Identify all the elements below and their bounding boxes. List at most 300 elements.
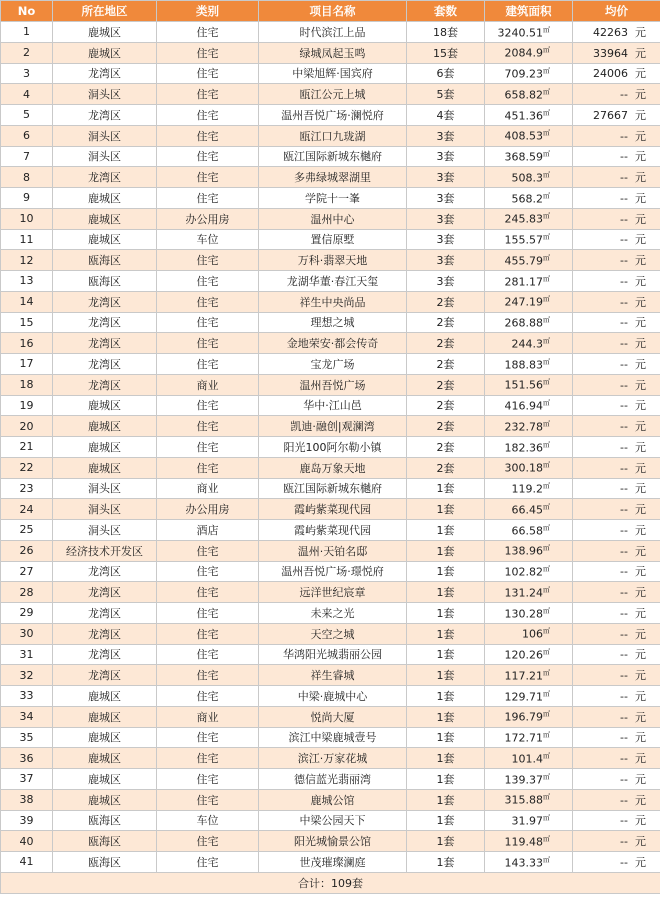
table-row [1,852,660,873]
cell-area [485,291,573,312]
table-row [1,644,660,665]
table-row [1,789,660,810]
area-value: 245.83 [504,212,543,226]
price-unit: 元 [635,855,646,869]
table-row [1,748,660,769]
cell-district: 洞头区 [53,478,157,499]
cell-price [573,831,660,852]
cell-price [573,167,660,188]
cell-district: 龙湾区 [53,561,157,582]
price-unit: 元 [635,129,646,143]
header-category: 类别 [157,1,259,22]
cell-no: 40 [1,831,53,852]
price-unit: 元 [635,669,646,683]
cell-category: 商业 [157,374,259,395]
cell-category: 住宅 [157,291,259,312]
cell-no: 29 [1,603,53,624]
area-value: 315.88 [504,793,543,807]
cell-category: 住宅 [157,561,259,582]
cell-price [573,437,660,458]
area-value: 143.33 [504,856,543,870]
cell-no: 27 [1,561,53,582]
cell-category: 住宅 [157,271,259,292]
price-unit: 元 [635,606,646,620]
table-row [1,727,660,748]
cell-district: 鹿城区 [53,706,157,727]
cell-area [485,686,573,707]
price-unit: 元 [635,503,646,517]
price-unit: 元 [635,316,646,330]
cell-project-name: 温州吾悦广场 [259,374,407,395]
cell-category: 住宅 [157,769,259,790]
area-unit: ㎡ [543,731,550,740]
cell-count: 1套 [407,831,485,852]
cell-project-name: 世茂璀璨澜庭 [259,852,407,873]
price-value: -- [620,689,628,703]
table-row [1,769,660,790]
area-value: 66.58 [511,524,543,538]
price-unit: 元 [635,420,646,434]
cell-price [573,125,660,146]
area-unit: ㎡ [543,233,550,242]
cell-area [485,146,573,167]
table-row [1,84,660,105]
price-unit: 元 [635,25,646,39]
cell-price [573,603,660,624]
header-row [1,1,660,22]
cell-district: 龙湾区 [53,582,157,603]
cell-count: 1套 [407,748,485,769]
cell-project-name: 金地荣安·都会传奇 [259,333,407,354]
cell-price [573,478,660,499]
table-row [1,582,660,603]
cell-category: 住宅 [157,831,259,852]
cell-project-name: 瓯江国际新城东樾府 [259,146,407,167]
cell-no: 8 [1,167,53,188]
cell-project-name: 滨江·万家花城 [259,748,407,769]
price-value: -- [620,627,628,641]
price-unit: 元 [635,565,646,579]
area-value: 196.79 [504,710,543,724]
cell-area [485,748,573,769]
cell-price [573,63,660,84]
cell-project-name: 龙湖华董·春江天玺 [259,271,407,292]
price-value: -- [620,357,628,371]
cell-no: 14 [1,291,53,312]
area-value: 416.94 [504,399,543,413]
area-value: 281.17 [504,275,543,289]
cell-count: 1套 [407,852,485,873]
cell-project-name: 多弗绿城翠湖里 [259,167,407,188]
cell-no: 26 [1,540,53,561]
area-value: 101.4 [511,752,543,766]
table-row [1,125,660,146]
table-row [1,208,660,229]
price-unit: 元 [635,752,646,766]
cell-project-name: 滨江中梁鹿城壹号 [259,727,407,748]
cell-area [485,208,573,229]
area-unit: ㎡ [543,419,550,428]
price-value: -- [620,814,628,828]
cell-no: 7 [1,146,53,167]
price-value: -- [620,544,628,558]
area-value: 408.53 [504,129,543,143]
area-value: 117.21 [504,669,543,683]
area-unit: ㎡ [543,357,550,366]
cell-no: 2 [1,42,53,63]
area-unit: ㎡ [543,606,550,615]
cell-area [485,457,573,478]
price-unit: 元 [635,357,646,371]
table-row [1,312,660,333]
cell-price [573,852,660,873]
price-unit: 元 [635,440,646,454]
area-unit: ㎡ [543,46,550,55]
cell-district: 瓯海区 [53,810,157,831]
cell-price [573,623,660,644]
price-value: -- [620,254,628,268]
area-value: 268.88 [504,316,543,330]
cell-category: 住宅 [157,416,259,437]
total-row [1,872,660,893]
cell-category: 住宅 [157,644,259,665]
area-unit: ㎡ [543,502,550,511]
cell-price [573,250,660,271]
cell-price [573,271,660,292]
area-value: 232.78 [504,420,543,434]
area-unit: ㎡ [543,523,550,532]
cell-count: 2套 [407,333,485,354]
cell-area [485,167,573,188]
table-row [1,520,660,541]
cell-category: 住宅 [157,188,259,209]
cell-category: 住宅 [157,540,259,561]
table-row [1,499,660,520]
cell-count: 1套 [407,644,485,665]
cell-no: 25 [1,520,53,541]
cell-no: 30 [1,623,53,644]
cell-count: 2套 [407,416,485,437]
cell-project-name: 温州吾悦广场·澜悦府 [259,105,407,126]
price-value: -- [620,793,628,807]
table-row [1,167,660,188]
cell-price [573,727,660,748]
cell-price [573,499,660,520]
area-value: 106 [522,627,543,641]
cell-count: 1套 [407,706,485,727]
cell-no: 9 [1,188,53,209]
header-count: 套数 [407,1,485,22]
cell-count: 6套 [407,63,485,84]
area-unit: ㎡ [543,710,550,719]
cell-count: 15套 [407,42,485,63]
price-unit: 元 [635,544,646,558]
price-unit: 元 [635,150,646,164]
cell-no: 13 [1,271,53,292]
price-value: -- [620,295,628,309]
cell-area [485,789,573,810]
cell-area [485,312,573,333]
cell-district: 鹿城区 [53,395,157,416]
area-unit: ㎡ [543,316,550,325]
table-body [1,22,660,873]
cell-count: 1套 [407,623,485,644]
cell-no: 10 [1,208,53,229]
cell-no: 23 [1,478,53,499]
cell-district: 瓯海区 [53,831,157,852]
table-row [1,810,660,831]
cell-no: 36 [1,748,53,769]
cell-price [573,22,660,43]
cell-area [485,125,573,146]
cell-count: 2套 [407,354,485,375]
cell-category: 住宅 [157,789,259,810]
area-unit: ㎡ [543,191,550,200]
price-value: -- [620,835,628,849]
cell-count: 3套 [407,208,485,229]
cell-price [573,561,660,582]
area-unit: ㎡ [543,772,550,781]
area-value: 368.59 [504,150,543,164]
cell-district: 瓯海区 [53,250,157,271]
cell-price [573,395,660,416]
cell-area [485,727,573,748]
cell-project-name: 万科·翡翠天地 [259,250,407,271]
cell-project-name: 天空之城 [259,623,407,644]
table-row [1,623,660,644]
price-value: -- [620,337,628,351]
header-area: 建筑面积 [485,1,573,22]
cell-count: 3套 [407,167,485,188]
header-district: 所在地区 [53,1,157,22]
cell-price [573,188,660,209]
cell-no: 16 [1,333,53,354]
area-unit: ㎡ [543,253,550,262]
cell-no: 1 [1,22,53,43]
cell-price [573,769,660,790]
price-value: -- [620,752,628,766]
price-value: -- [620,523,628,537]
price-value: -- [620,855,628,869]
cell-project-name: 学院十一峯 [259,188,407,209]
cell-category: 住宅 [157,22,259,43]
cell-area [485,84,573,105]
cell-no: 18 [1,374,53,395]
cell-area [485,540,573,561]
cell-project-name: 中梁·鹿城中心 [259,686,407,707]
cell-category: 住宅 [157,437,259,458]
table-row [1,42,660,63]
area-value: 568.2 [511,192,543,206]
area-unit: ㎡ [543,461,550,470]
cell-project-name: 悦尚大厦 [259,706,407,727]
area-unit: ㎡ [543,689,550,698]
cell-area [485,250,573,271]
cell-area [485,810,573,831]
area-value: 66.45 [511,503,543,517]
price-unit: 元 [635,689,646,703]
cell-category: 住宅 [157,333,259,354]
cell-price [573,291,660,312]
cell-district: 鹿城区 [53,188,157,209]
area-value: 508.3 [511,171,543,185]
cell-area [485,271,573,292]
cell-area [485,437,573,458]
price-value: -- [620,669,628,683]
price-value: -- [620,274,628,288]
cell-category: 住宅 [157,727,259,748]
cell-district: 洞头区 [53,520,157,541]
price-value: -- [620,129,628,143]
cell-district: 瓯海区 [53,271,157,292]
cell-district: 瓯海区 [53,852,157,873]
cell-area [485,665,573,686]
price-unit: 元 [635,523,646,537]
cell-no: 31 [1,644,53,665]
cell-project-name: 瓯江国际新城东樾府 [259,478,407,499]
area-unit: ㎡ [543,25,550,34]
price-unit: 元 [635,835,646,849]
table-row [1,146,660,167]
cell-project-name: 华鸿阳光城翡丽公园 [259,644,407,665]
cell-count: 1套 [407,561,485,582]
cell-category: 办公用房 [157,208,259,229]
cell-price [573,416,660,437]
area-value: 188.83 [504,358,543,372]
cell-district: 鹿城区 [53,208,157,229]
cell-area [485,333,573,354]
cell-category: 车位 [157,229,259,250]
cell-project-name: 温州·天铂名邸 [259,540,407,561]
price-value: -- [620,565,628,579]
cell-district: 鹿城区 [53,686,157,707]
cell-area [485,706,573,727]
cell-no: 24 [1,499,53,520]
table-row [1,22,660,43]
cell-district: 鹿城区 [53,416,157,437]
cell-price [573,105,660,126]
price-unit: 元 [635,212,646,226]
cell-area [485,22,573,43]
cell-district: 鹿城区 [53,229,157,250]
price-value: -- [620,212,628,226]
cell-price [573,312,660,333]
price-unit: 元 [635,88,646,102]
area-value: 244.3 [511,337,543,351]
area-value: 3240.51 [497,26,543,40]
area-unit: ㎡ [543,150,550,159]
cell-district: 鹿城区 [53,769,157,790]
area-value: 102.82 [504,565,543,579]
table-row [1,416,660,437]
cell-area [485,416,573,437]
price-unit: 元 [635,710,646,724]
cell-count: 2套 [407,291,485,312]
cell-project-name: 华中·江山邑 [259,395,407,416]
header-no: No [1,1,53,22]
cell-project-name: 未来之光 [259,603,407,624]
cell-area [485,63,573,84]
cell-category: 住宅 [157,852,259,873]
table-row [1,561,660,582]
cell-district: 鹿城区 [53,727,157,748]
cell-project-name: 鹿岛万象天地 [259,457,407,478]
price-unit: 元 [635,731,646,745]
cell-area [485,520,573,541]
price-value: 33964 [593,46,628,60]
cell-no: 3 [1,63,53,84]
cell-area [485,395,573,416]
area-value: 119.48 [504,835,543,849]
area-value: 2084.9 [504,46,543,60]
area-unit: ㎡ [543,544,550,553]
cell-district: 鹿城区 [53,748,157,769]
price-value: -- [620,586,628,600]
cell-no: 17 [1,354,53,375]
price-value: -- [620,88,628,102]
cell-district: 龙湾区 [53,354,157,375]
cell-category: 住宅 [157,395,259,416]
total-cell: 合计：109套 [1,872,660,893]
cell-no: 37 [1,769,53,790]
area-value: 155.57 [504,233,543,247]
table-row [1,437,660,458]
cell-category: 住宅 [157,623,259,644]
cell-area [485,478,573,499]
table-row [1,540,660,561]
table-row [1,457,660,478]
cell-area [485,229,573,250]
table-row [1,271,660,292]
area-unit: ㎡ [543,793,550,802]
cell-area [485,354,573,375]
cell-district: 龙湾区 [53,603,157,624]
cell-project-name: 祥生睿城 [259,665,407,686]
cell-district: 龙湾区 [53,374,157,395]
cell-area [485,852,573,873]
table-row [1,706,660,727]
table-row [1,478,660,499]
area-unit: ㎡ [543,648,550,657]
cell-no: 32 [1,665,53,686]
cell-category: 住宅 [157,146,259,167]
cell-price [573,354,660,375]
price-value: -- [620,710,628,724]
table-row [1,105,660,126]
cell-project-name: 绿城凤起玉鸣 [259,42,407,63]
cell-count: 1套 [407,499,485,520]
price-unit: 元 [635,337,646,351]
price-unit: 元 [635,627,646,641]
cell-category: 车位 [157,810,259,831]
cell-category: 住宅 [157,63,259,84]
cell-area [485,188,573,209]
table-row [1,831,660,852]
cell-area [485,582,573,603]
cell-district: 洞头区 [53,146,157,167]
area-value: 129.71 [504,690,543,704]
cell-price [573,582,660,603]
price-unit: 元 [635,46,646,60]
cell-category: 住宅 [157,603,259,624]
area-unit: ㎡ [543,336,550,345]
area-unit: ㎡ [543,378,550,387]
table-row [1,333,660,354]
area-unit: ㎡ [543,440,550,449]
header-project-name: 项目名称 [259,1,407,22]
area-unit: ㎡ [543,751,550,760]
cell-category: 住宅 [157,84,259,105]
